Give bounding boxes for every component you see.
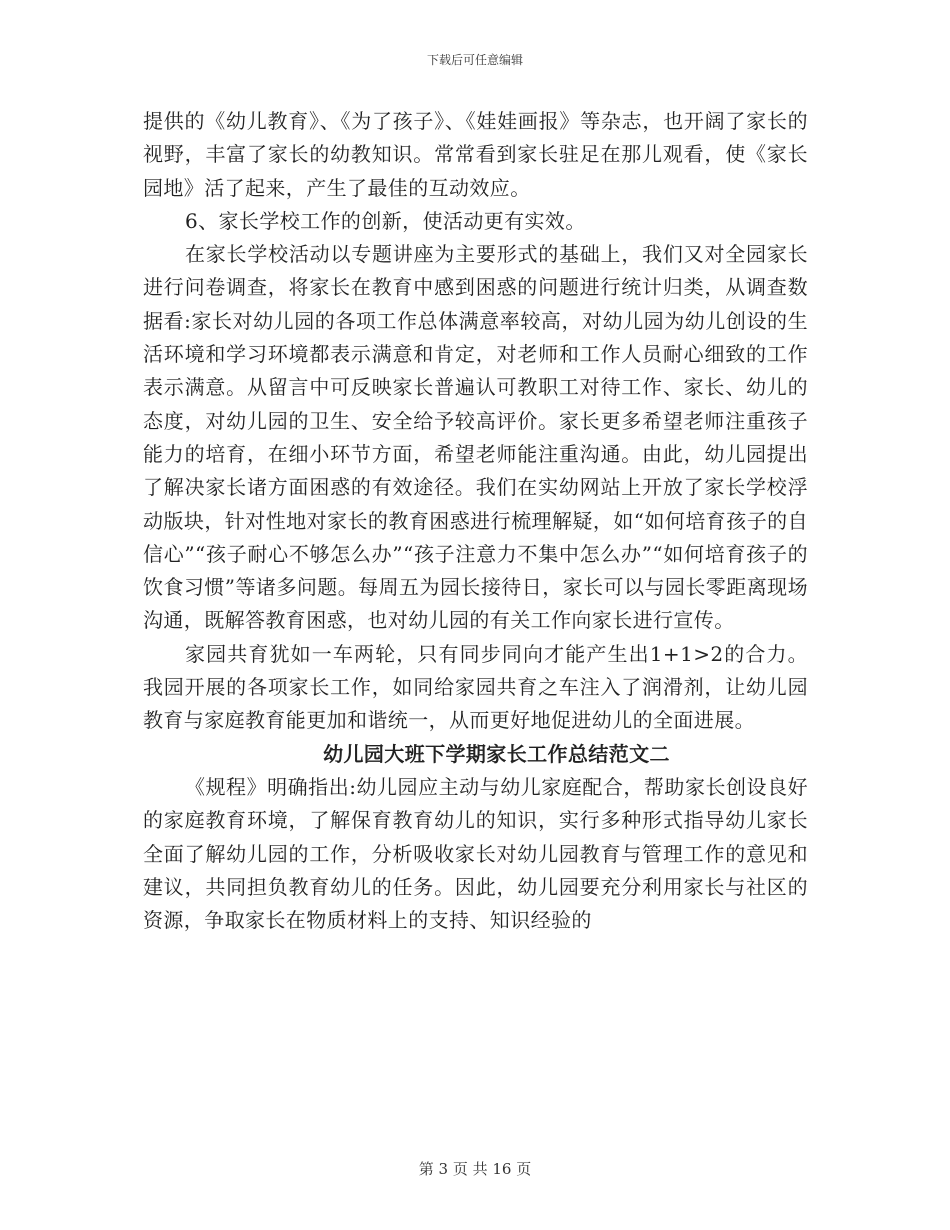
paragraph-section-6-title: 6、家长学校工作的创新，使活动更有实效。 — [185, 208, 586, 233]
page-number: 第 3 页 共 16 页 — [418, 1160, 532, 1178]
page-header-note: 下载后可任意编辑 — [426, 53, 523, 67]
paragraph-magazines: 提供的《幼儿教育》、《为了孩子》、《娃娃画报》等杂志，也开阔了家长的视野，丰富了家长的幼教知识。常常看到家长驻足在那儿观看，使《家长园地》活了起来，产生了最佳的互动效应。 — [143, 109, 808, 200]
document-body — [143, 105, 808, 937]
paragraph-co-education: 家园共育犹如一车两轮，只有同步同向才能产生出1+1>2的合力。我园开展的各项家长工作，如同给家园共育之车注入了润滑剂，让幼儿园教育与家庭教育能更加和谐统一，从而更好地促进幼儿的全面进展。 — [143, 641, 808, 733]
paragraph-parent-school: 在家长学校活动以专题讲座为主要形式的基础上，我们又对全园家长进行问卷调查，将家长在教育中感到困惑的问题进行统计归类，从调查数据看:家长对幼儿园的各项工作总体满意率较高，对幼儿园为幼儿创设的生活环境和学习环境都表示满意和肯定，对老师和工作人员耐心细致的工作表示满意。从留言中可反映家长普遍认可教职工对待工作、家长、幼儿的态度，对幼儿园的卫生、安全给予较高评价。家长更多希望老师注重孩子能力的培育，在细小环节方面，希望老师能注重沟通。由此，幼儿园提出了解决家长诸方面困惑的有效途径。我们在实幼网站上开放了家长学校浮动版块，针对性地对家长的教育困惑进行梳理解疑，如“如何培育孩子的自信心”“孩子耐心不够怎么办”“孩子注意力不集中怎么办”“如何培育孩子的饮食习惯”等诸多问题。每周五为园长接待日，家长可以与园长零距离现场沟通，既解答教育困惑，也对幼儿园的有关工作向家长进行宣传。 — [143, 242, 808, 633]
paragraph-regulations: 《规程》明确指出:幼儿园应主动与幼儿家庭配合，帮助家长创设良好的家庭教育环境，了解保育教育幼儿的知识，实行多种形式指导幼儿家长全面了解幼儿园的工作，分析吸收家长对幼儿园教育与管理工作的意见和建议，共同担负教育幼儿的任务。因此，幼儿园要充分利用家长与社区的资源，争取家长在物质材料上的支持、知识经验的 — [143, 774, 808, 933]
section-heading: 幼儿园大班下学期家长工作总结范文二 — [323, 741, 670, 766]
